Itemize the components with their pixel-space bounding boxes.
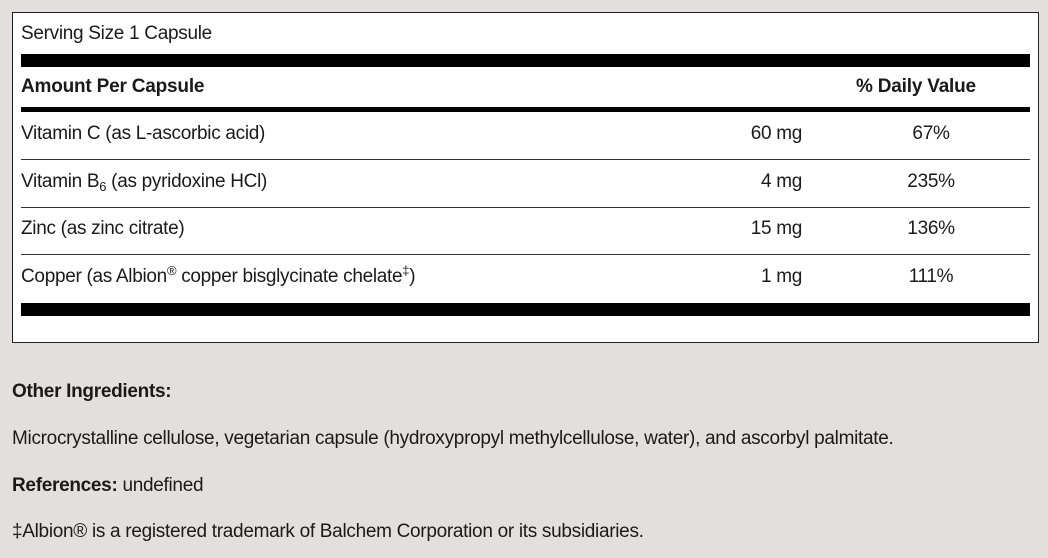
nutrient-amount: 1 mg <box>760 266 802 287</box>
row-divider <box>21 159 1030 160</box>
nutrient-row-vitamin-b6 <box>21 161 1030 207</box>
nutrient-row-vitamin-c <box>21 113 1030 159</box>
nutrient-row-zinc <box>21 208 1030 254</box>
trademark-note: ‡Albion® is a registered trademark of Balchem Corporation or its subsidiaries. <box>12 521 644 542</box>
supplement-facts-panel <box>12 12 1039 343</box>
nutrient-amount: 4 mg <box>760 171 802 192</box>
nutrient-daily-value: 111% <box>908 266 954 287</box>
nutrient-amount: 15 mg <box>750 218 802 239</box>
nutrient-name: Copper (as Albion® copper bisglycinate chelate‡) <box>21 263 416 287</box>
nutrient-name: Zinc (as zinc citrate) <box>21 218 185 239</box>
other-ingredients-title: Other Ingredients: <box>12 381 172 402</box>
header-daily-value: % Daily Value <box>856 76 976 97</box>
nutrient-name: Vitamin $B_6$ (as pyridoxine HCl) <box>21 171 268 194</box>
nutrient-daily-value: 136% <box>907 218 955 239</box>
other-ingredients-text: Microcrystalline cellulose, vegetarian capsule (hydroxypropyl methylcellulose, water), and ascorbyl palmitate. <box>12 428 894 449</box>
nutrient-row-copper <box>21 256 1030 302</box>
divider-header <box>21 107 1030 112</box>
references-value: undefined <box>117 475 204 496</box>
nutrient-amount: 60 mg <box>750 123 802 144</box>
row-divider <box>21 254 1030 255</box>
nutrient-daily-value: 67% <box>912 123 950 144</box>
nutrient-daily-value: 235% <box>907 171 955 192</box>
references <box>12 475 203 497</box>
nutrient-name: Vitamin C (as L-ascorbic acid) <box>21 123 266 144</box>
references-label: References: <box>12 475 118 496</box>
serving-size: Serving Size 1 Capsule <box>21 23 212 44</box>
divider-thick-bottom <box>21 303 1030 316</box>
divider-thick-top <box>21 54 1030 67</box>
header-amount-per-capsule: Amount Per Capsule <box>21 76 205 97</box>
